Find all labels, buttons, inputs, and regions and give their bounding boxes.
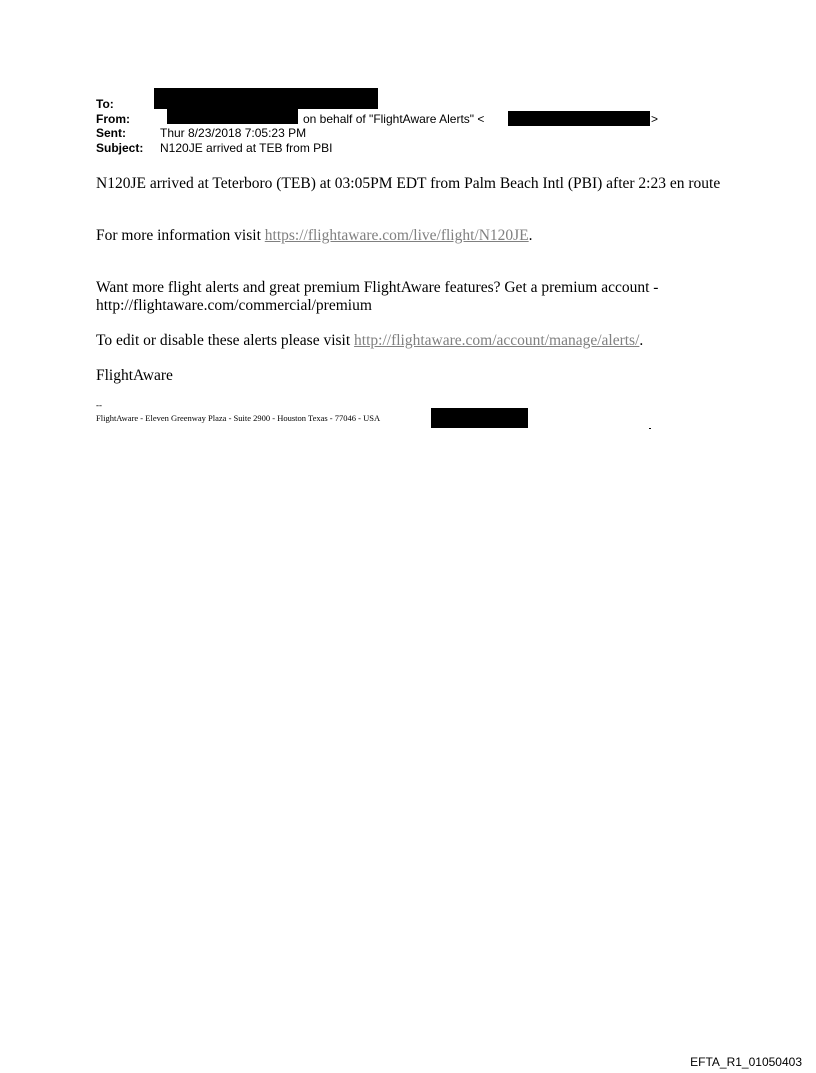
footer-address: FlightAware - Eleven Greenway Plaza - Suite 2900 - Houston Texas - 77046 - USA bbox=[96, 413, 381, 423]
arrival-text: N120JE arrived at Teterboro (TEB) at 03:05PM EDT from Palm Beach Intl (PBI) after 2:23 en route bbox=[96, 175, 721, 192]
from-value-end-row bbox=[651, 113, 658, 125]
flight-link[interactable]: https://flightaware.com/live/flight/N120JE bbox=[264, 227, 529, 244]
subject-label: Subject: bbox=[96, 141, 144, 155]
edit-prefix: To edit or disable these alerts please visit bbox=[96, 332, 355, 349]
more-info-prefix: For more information visit bbox=[96, 227, 265, 244]
signature bbox=[96, 367, 726, 385]
signature-text: FlightAware bbox=[96, 367, 173, 384]
subject-value: N120JE arrived at TEB from PBI bbox=[160, 141, 333, 155]
stray-mark bbox=[649, 428, 651, 429]
redaction-to bbox=[154, 88, 378, 109]
header-to-row bbox=[96, 98, 114, 110]
premium-text: Want more flight alerts and great premium FlightAware features? Get a premium account - http://flightaware.com/commercial/premium bbox=[96, 279, 659, 314]
document-id: EFTA_R1_01050403 bbox=[690, 1055, 802, 1069]
from-value: on behalf of "FlightAware Alerts" < bbox=[303, 112, 485, 126]
sent-label: Sent: bbox=[96, 126, 126, 140]
from-value-row bbox=[303, 113, 484, 125]
redaction-from-name bbox=[167, 108, 298, 124]
more-info-paragraph bbox=[96, 227, 726, 245]
from-label: From: bbox=[96, 112, 130, 126]
header-subject-row bbox=[96, 141, 333, 155]
header-from-row bbox=[96, 113, 130, 125]
more-info-suffix: . bbox=[528, 227, 533, 244]
arrival-paragraph bbox=[96, 175, 726, 193]
edit-suffix: . bbox=[639, 332, 644, 349]
manage-alerts-link[interactable]: http://flightaware.com/account/manage/alerts/ bbox=[354, 332, 640, 349]
header-sent-row bbox=[96, 126, 307, 140]
premium-paragraph bbox=[96, 279, 726, 315]
edit-alerts-paragraph bbox=[96, 332, 726, 350]
signature-separator: -- bbox=[96, 400, 102, 410]
from-value-end: > bbox=[651, 112, 659, 126]
to-label: To: bbox=[96, 97, 114, 111]
redaction-footer bbox=[431, 408, 528, 428]
sent-value: Thur 8/23/2018 7:05:23 PM bbox=[160, 126, 307, 140]
redaction-from-email bbox=[508, 111, 650, 126]
